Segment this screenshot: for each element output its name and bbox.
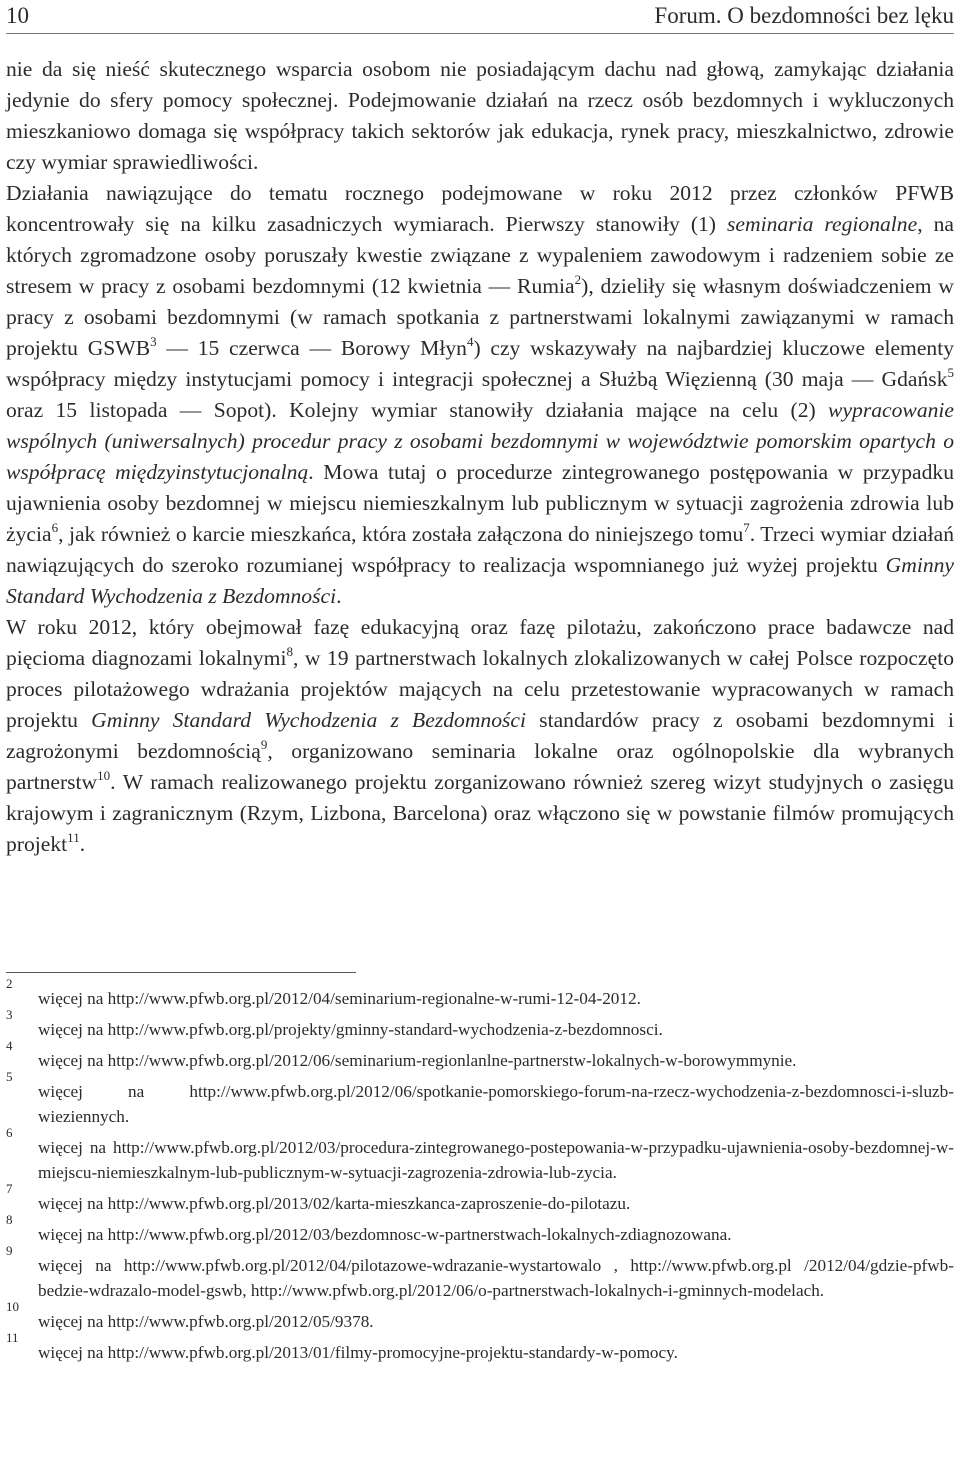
footnote-ref-4[interactable]: 4 (466, 333, 474, 349)
footnote-text[interactable]: więcej na http://www.pfwb.org.pl/2012/06/seminarium-regionlanlne-partnerstw-lokalnych-w-borowymmynie. (38, 1051, 797, 1070)
footnote-number: 4 (6, 1038, 13, 1053)
footnote-number: 5 (6, 1069, 13, 1084)
footnote-number: 6 (6, 1125, 13, 1140)
footnote-2 (6, 976, 954, 1011)
page-number: 10 (6, 3, 29, 28)
footnote-6 (6, 1125, 954, 1185)
footnote-ref-5[interactable]: 5 (947, 364, 954, 380)
footnote-text[interactable]: więcej na http://www.pfwb.org.pl/2012/05/9378. (38, 1312, 374, 1331)
footnote-number: 7 (6, 1181, 13, 1196)
footnote-ref-2[interactable]: 2 (574, 271, 582, 287)
paragraph-1: nie da się nieść skutecznego wsparcia osobom nie posiadającym dachu nad głową, zamykając działania jedynie do sfery pomocy społecznej. Podejmowanie działań na rzecz osób bezdomnych i wykluczonych mieszkaniowo domaga się współpracy takich sektorów jak edukacja, rynek pracy, mieszkalnictwo, zdrowie czy wymiar sprawiedliwości. (6, 57, 954, 174)
footnote-number: 8 (6, 1212, 13, 1227)
footnote-text[interactable]: więcej na http://www.pfwb.org.pl/2012/03/bezdomnosc-w-partnerstwach-lokalnych-zdiagnozowana. (38, 1225, 732, 1244)
paragraph-3: W roku 2012, który obejmował fazę edukacyjną oraz fazę pilotażu, zakończono prace badawcze nad pięcioma diagnozami lokalnymi$^8$, w 19 partnerstwach lokalnych zlokalizowanych w całej Polsce rozpoczęto proces pilotażowego wdrażania projektów mających na celu przetestowanie wypracowanych w ramach projektu Gminny Standard Wychodzenia z Bezdomności standardów pracy z osobami bezdomnymi i zagrożonymi bezdomnością$^9$, organizowano seminaria lokalne oraz ogólnopolskie dla wybranych partnerstw$^{10}$. W ramach realizowanego projektu zorganizowano również szereg wizyt studyjnych o zasięgu krajowym i zagranicznym (Rzym, Lizbona, Barcelona) oraz włączono się w powstanie filmów promujących projekt$^{11}$. (6, 615, 954, 856)
footnote-text[interactable]: więcej na http://www.pfwb.org.pl/projekty/gminny-standard-wychodzenia-z-bezdomnosci. (38, 1020, 663, 1039)
footnote-3 (6, 1007, 954, 1042)
footnote-ref-11[interactable]: 11 (67, 829, 80, 845)
footnote-text[interactable]: więcej na http://www.pfwb.org.pl/2012/03/procedura-zintegrowanego-postepowania-w-przypadku-ujawnienia-osoby-bezdomnej-w-miejscu-niemieszkalnym-lub-publicznym-w-sytuacji-zagrozenia-zdrowia-lub-zycia. (38, 1138, 954, 1182)
footnote-4 (6, 1038, 954, 1073)
header-rule (6, 33, 954, 34)
footnote-10 (6, 1299, 954, 1334)
footnote-rule (6, 972, 356, 973)
footnote-11 (6, 1330, 954, 1365)
footnote-number: 10 (6, 1299, 19, 1314)
paragraph-2: Działania nawiązujące do tematu rocznego podejmowane w roku 2012 przez członków PFWB koncentrowały się na kilku zasadniczych wymiarach. Pierwszy stanowiły (1) seminaria regionalne, na których zgromadzone osoby poruszały kwestie związane z wypaleniem zawodowym i radzeniem sobie ze stresem w pracy z osobami bezdomnymi (12 kwietnia — Rumia$^2$), dzieliły się własnym doświadczeniem w pracy z osobami bezdomnymi (w ramach spotkania z partnerstwami lokalnymi zawiązanymi w ramach projektu GSWB$^3$ — 15 czerwca — Borowy Młyn$^4$) czy wskazywały na najbardziej kluczowe elementy współpracy między instytucjami pomocy i integracji społecznej a Służbą Więzienną (30 maja — Gdańsk$^5$ oraz 15 listopada — Sopot). Kolejny wymiar stanowiły działania mające na celu (2) wypracowanie wspólnych (uniwersalnych) procedur pracy z osobami bezdomnymi w województwie pomorskim opartych o współpracę międzyinstytucjonalną. Mowa tutaj o procedurze zintegrowanego postępowania w przypadku ujawnienia osoby bezdomnej w miejscu niemieszkalnym lub publicznym w sytuacji zagrożenia zdrowia lub życia$^6$, jak również o karcie mieszkańca, która została załączona do niniejszego tomu$^7$. Trzeci wymiar działań nawiązujących do szeroko rozumianej współpracy to realizacja wspomnianego już wyżej projektu Gminny Standard Wychodzenia z Bezdomności. (6, 181, 955, 608)
footnote-text[interactable]: więcej na http://www.pfwb.org.pl/2012/04/seminarium-regionalne-w-rumi-12-04-2012. (38, 989, 641, 1008)
footnote-text[interactable]: więcej na http://www.pfwb.org.pl/2012/04/pilotazowe-wdrazanie-wystartowalo , http://www.pfwb.org.pl /2012/04/gdzie-pfwb-bedzie-wdrazalo-model-gswb, http://www.pfwb.org.pl/2012/06/o-partnerstwach-lokalnych-i-gminnych-modelach. (38, 1256, 954, 1300)
footnote-7 (6, 1181, 954, 1216)
body-text (6, 54, 954, 860)
footnote-ref-9[interactable]: 9 (260, 736, 268, 752)
footnote-text[interactable]: więcej na http://www.pfwb.org.pl/2013/01/filmy-promocyjne-projektu-standardy-w-pomocy. (38, 1343, 678, 1362)
footnote-ref-8[interactable]: 8 (286, 643, 293, 659)
footnote-number: 9 (6, 1243, 13, 1258)
emphasis-procedures: wypracowanie wspólnych (uniwersalnych) procedur pracy z osobami bezdomnymi w województwie pomorskim opartych o współpracę międzyinstytucjonalną (6, 398, 954, 484)
footnote-number: 11 (6, 1330, 19, 1345)
footnote-9 (6, 1243, 954, 1303)
footnote-8 (6, 1212, 954, 1247)
emphasis-project-title: Gminny Standard Wychodzenia z Bezdomności (6, 553, 954, 608)
page-header (6, 0, 954, 32)
emphasis-project-title-2: Gminny Standard Wychodzenia z Bezdomności (91, 708, 527, 732)
footnote-number: 2 (6, 976, 13, 991)
footnote-text[interactable]: więcej na http://www.pfwb.org.pl/2013/02/karta-mieszkanca-zaproszenie-do-pilotazu. (38, 1194, 631, 1213)
footnote-5 (6, 1069, 954, 1129)
footnotes (6, 976, 954, 1365)
running-title: Forum. O bezdomności bez lęku (654, 3, 954, 28)
footnote-ref-3[interactable]: 3 (150, 333, 157, 349)
footnote-text[interactable]: więcej na http://www.pfwb.org.pl/2012/06/spotkanie-pomorskiego-forum-na-rzecz-wychodzenia-z-bezdomnosci-i-sluzb-wieziennych. (38, 1082, 954, 1126)
footnote-ref-6[interactable]: 6 (51, 519, 59, 535)
emphasis-seminaria: seminaria regionalne (727, 212, 918, 236)
footnote-number: 3 (6, 1007, 13, 1022)
footnote-ref-7[interactable]: 7 (743, 519, 750, 535)
footnote-ref-10[interactable]: 10 (97, 767, 111, 783)
